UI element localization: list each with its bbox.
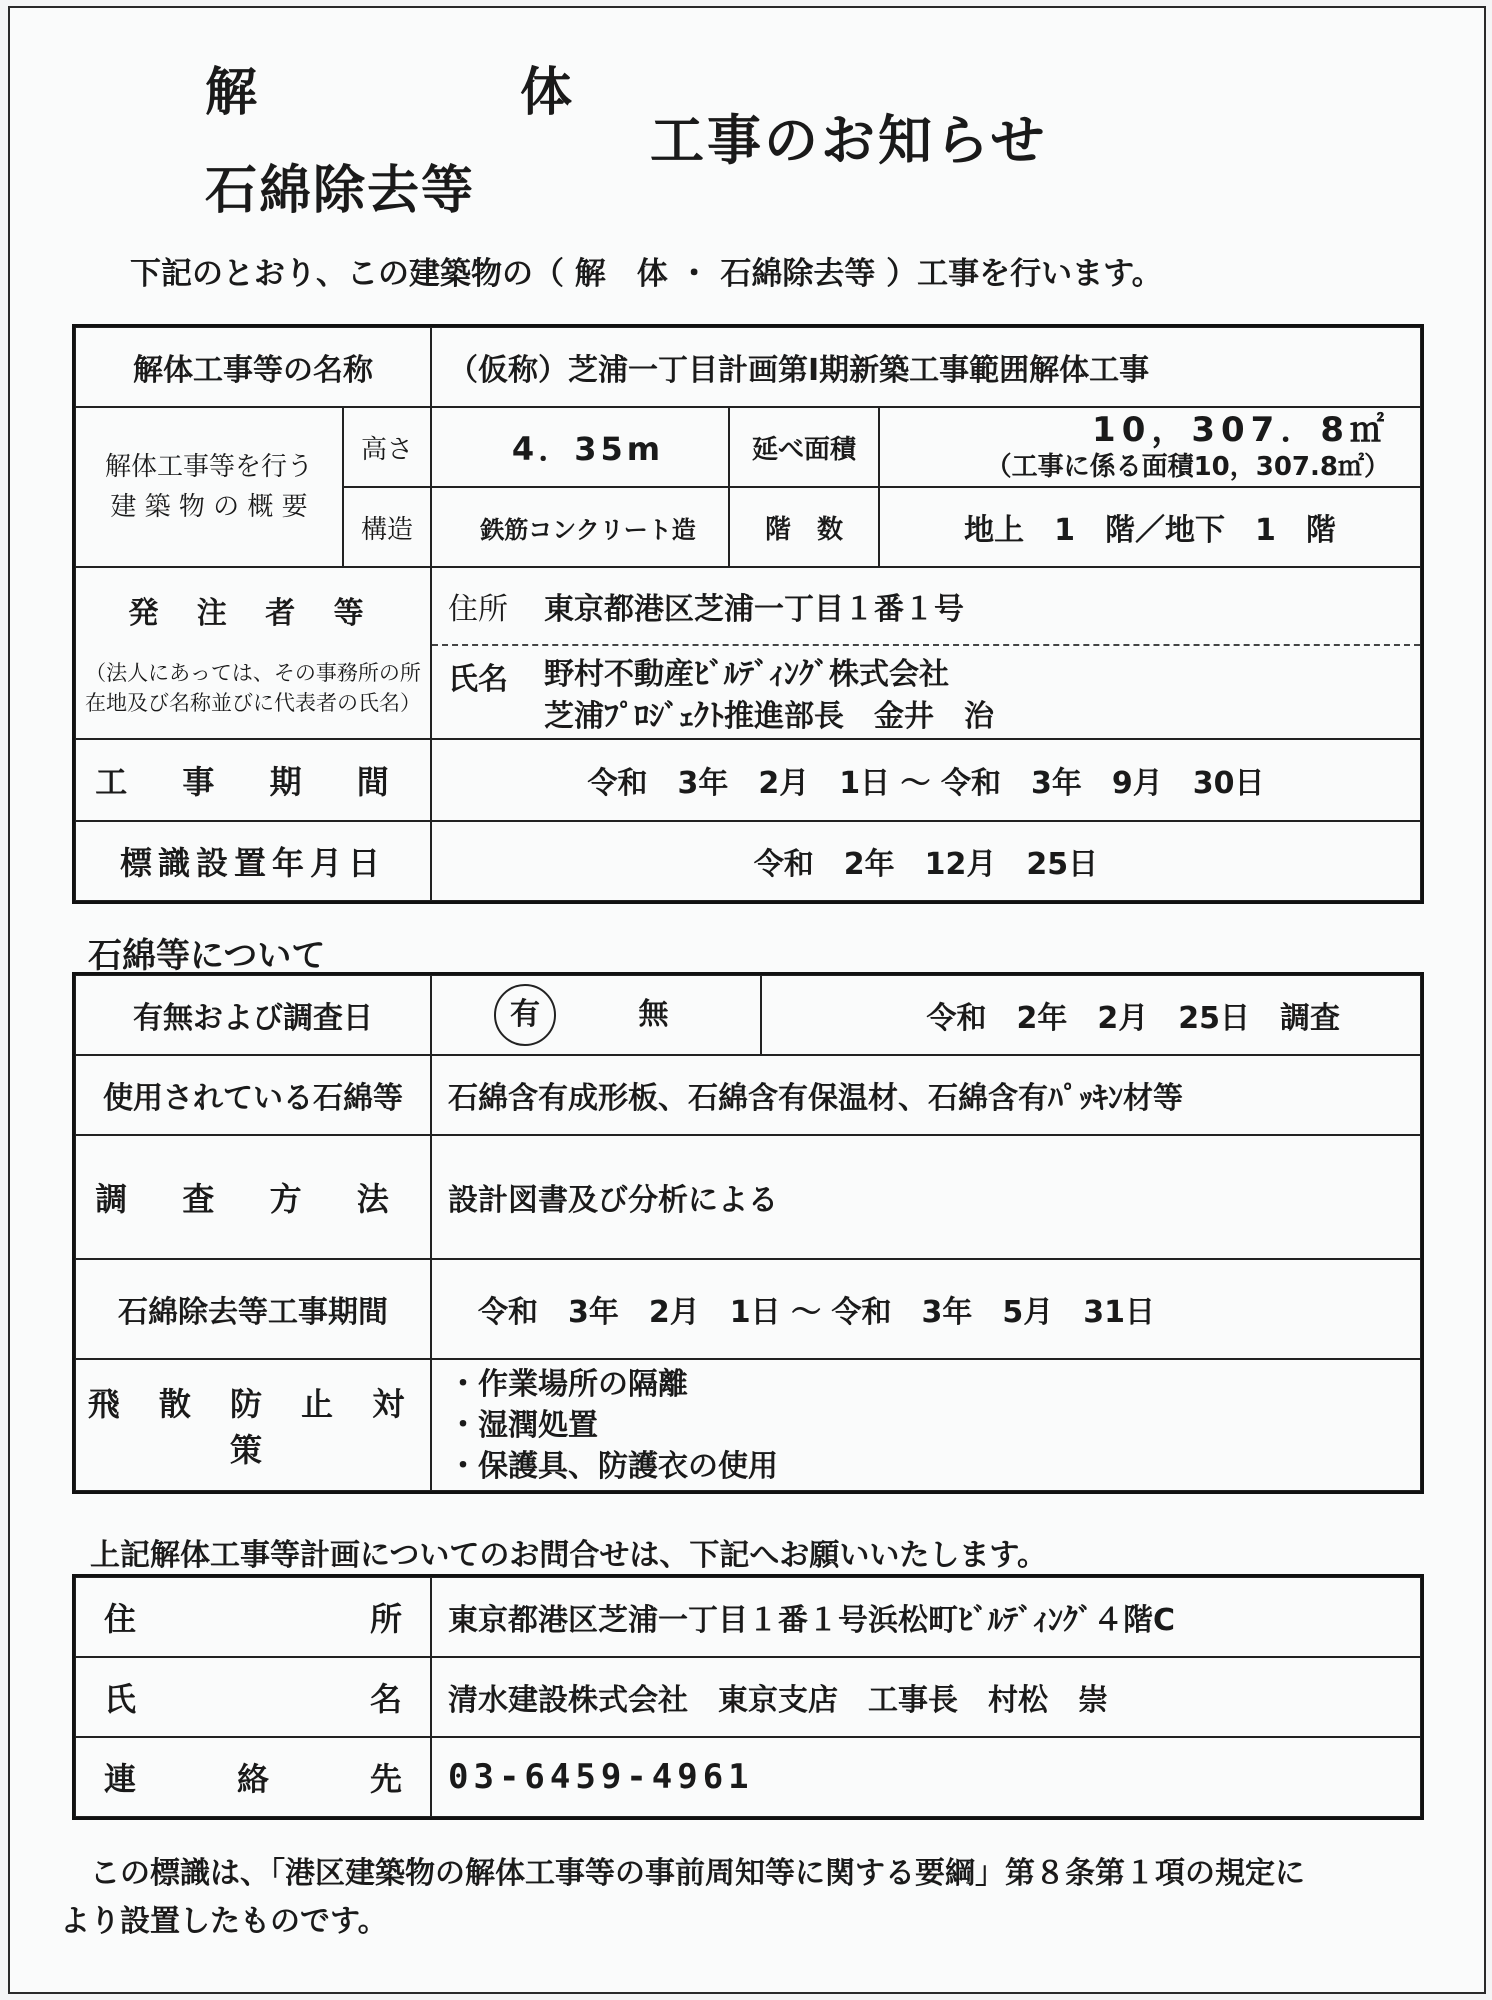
building-overview-label bbox=[75, 407, 343, 567]
client-name-label: 氏名 bbox=[448, 662, 508, 697]
structure-value: 鉄筋コンクリート造 bbox=[431, 487, 729, 567]
survey-date: 令和 2年 2月 25日 調査 bbox=[761, 975, 1421, 1055]
height-value: 4．35m bbox=[431, 407, 729, 487]
client-address: 東京都港区芝浦一丁目１番１号 bbox=[544, 592, 964, 627]
label-char: 氏 bbox=[104, 1680, 137, 1718]
label-char: 名 bbox=[369, 1680, 402, 1718]
floors-value: 地上 1 階／地下 1 階 bbox=[879, 487, 1421, 567]
period-label: 工 事 期 間 bbox=[75, 739, 431, 821]
title-type-asbestos: 石綿除去等 bbox=[205, 161, 476, 221]
measure-item: ・作業場所の隔離 bbox=[448, 1366, 688, 1402]
presence-yes-selected: 有 bbox=[494, 984, 556, 1046]
client-address-row bbox=[432, 568, 1420, 646]
presence-label: 有無および調査日 bbox=[75, 975, 431, 1055]
name-label: 解体工事等の名称 bbox=[75, 327, 431, 407]
measure-item: ・保護具、防護衣の使用 bbox=[448, 1448, 778, 1484]
table-row bbox=[75, 1577, 1421, 1657]
asbestos-table bbox=[74, 974, 1422, 1492]
label-char: 連 bbox=[104, 1760, 137, 1798]
sign-date-value: 令和 2年 12月 25日 bbox=[431, 821, 1421, 901]
materials-label: 使用されている石綿等 bbox=[75, 1055, 431, 1135]
label-char: 先 bbox=[369, 1760, 402, 1798]
table-row bbox=[75, 1055, 1421, 1135]
label-char: 所 bbox=[369, 1600, 402, 1638]
table-row bbox=[75, 1135, 1421, 1259]
label-char: 住 bbox=[104, 1600, 137, 1638]
removal-period-label: 石綿除去等工事期間 bbox=[75, 1259, 431, 1359]
floors-label: 階 数 bbox=[729, 487, 879, 567]
period-value: 令和 3年 2月 1日 ～ 令和 3年 9月 30日 bbox=[431, 739, 1421, 821]
structure-label: 構造 bbox=[343, 487, 431, 567]
table-row bbox=[75, 1737, 1421, 1817]
table-row bbox=[75, 821, 1421, 901]
client-name-representative: 芝浦ﾌﾟﾛｼﾞｪｸﾄ推進部長 金井 治 bbox=[544, 699, 994, 734]
method-value: 設計図書及び分析による bbox=[431, 1135, 1421, 1259]
client-note-line: （法人にあっては、その事務所の所 bbox=[85, 661, 421, 685]
client-note-line: 在地及び名称並びに代表者の氏名） bbox=[85, 691, 421, 715]
contact-name-label bbox=[75, 1657, 431, 1737]
removal-period-value: 令和 3年 2月 1日 ～ 令和 3年 5月 31日 bbox=[431, 1259, 1421, 1359]
footer-note-line1: この標識は、「港区建築物の解体工事等の事前周知等に関する要綱」第８条第１項の規定に bbox=[90, 1856, 1305, 1891]
floor-area-label: 延べ面積 bbox=[729, 407, 879, 487]
page-title: 工事のお知らせ bbox=[650, 109, 1048, 172]
name-value: （仮称）芝浦一丁目計画第Ⅰ期新築工事範囲解体工事 bbox=[431, 327, 1421, 407]
client-label: 発 注 者 等 bbox=[128, 596, 378, 631]
table-row bbox=[75, 407, 1421, 487]
sign-date-label: 標識設置年月日 bbox=[75, 821, 431, 901]
contact-address: 東京都港区芝浦一丁目１番１号浜松町ﾋﾞﾙﾃﾞｨﾝｸﾞ４階C bbox=[431, 1577, 1421, 1657]
table-row bbox=[75, 567, 1421, 739]
table-row bbox=[75, 1259, 1421, 1359]
footer-note-line2: より設置したものです。 bbox=[60, 1904, 388, 1939]
method-label: 調 査 方 法 bbox=[75, 1135, 431, 1259]
asbestos-heading: 石綿等について bbox=[88, 936, 326, 976]
title-type-demolition-2: 体 bbox=[520, 63, 573, 123]
floor-area-cell bbox=[879, 407, 1421, 487]
presence-no: 無 bbox=[638, 997, 669, 1032]
title-type-demolition-1: 解 bbox=[205, 63, 258, 123]
contact-phone: 03-6459-4961 bbox=[431, 1737, 1421, 1817]
contact-heading: 上記解体工事等計画についてのお問合せは、下記へお願いいたします。 bbox=[90, 1538, 1047, 1573]
table-row bbox=[75, 327, 1421, 407]
contact-table bbox=[74, 1576, 1422, 1818]
table-row bbox=[75, 1359, 1421, 1491]
measures-list bbox=[431, 1359, 1421, 1491]
contact-phone-label bbox=[75, 1737, 431, 1817]
table-row bbox=[75, 739, 1421, 821]
overview-table bbox=[74, 326, 1422, 902]
table-row bbox=[75, 975, 1421, 1055]
measure-item: ・湿潤処置 bbox=[448, 1407, 598, 1443]
floor-area-sub: （工事に係る面積10，307.8㎡） bbox=[985, 452, 1390, 482]
height-label: 高さ bbox=[343, 407, 431, 487]
presence-cell bbox=[431, 975, 761, 1055]
materials-value: 石綿含有成形板、石綿含有保温材、石綿含有ﾊﾟｯｷﾝ材等 bbox=[431, 1055, 1421, 1135]
table-row bbox=[75, 1657, 1421, 1737]
label-char: 絡 bbox=[236, 1760, 269, 1798]
contact-address-label bbox=[75, 1577, 431, 1657]
intro-text: 下記のとおり、この建築物の（ 解 体 ・ 石綿除去等 ）工事を行います。 bbox=[130, 256, 1163, 292]
contact-name: 清水建設株式会社 東京支店 工事長 村松 崇 bbox=[431, 1657, 1421, 1737]
building-label-line: 建 築 物 の 概 要 bbox=[110, 492, 308, 522]
client-label-cell bbox=[75, 567, 431, 739]
client-address-label: 住所 bbox=[448, 592, 508, 627]
building-label-line: 解体工事等を行う bbox=[104, 452, 313, 482]
measures-label: 飛 散 防 止 対 策 bbox=[75, 1359, 431, 1491]
client-name-company: 野村不動産ﾋﾞﾙﾃﾞｨﾝｸﾞ株式会社 bbox=[544, 657, 949, 692]
client-info-cell bbox=[431, 567, 1421, 739]
client-name-row bbox=[432, 646, 1420, 738]
floor-area-value: 10，307．8㎡ bbox=[1092, 410, 1390, 450]
